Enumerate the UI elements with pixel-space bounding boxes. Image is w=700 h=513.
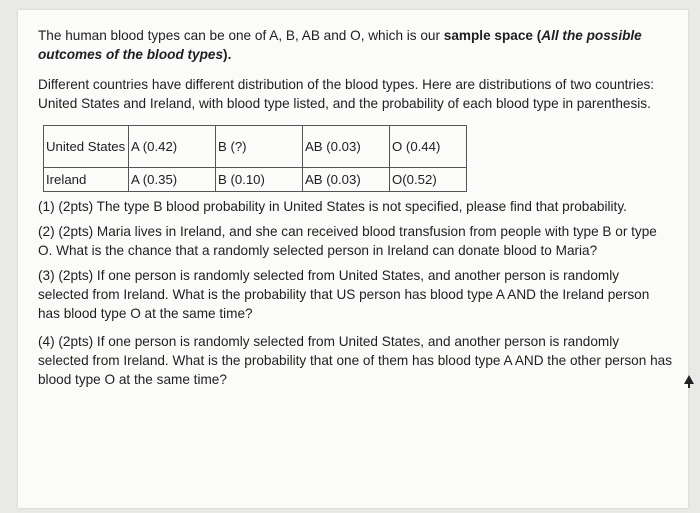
- type-a-cell: A (0.42): [129, 126, 216, 168]
- question-2: (2) (2pts) Maria lives in Ireland, and she can received blood transfusion from people with type B or type O. What is the chance that a randomly selected person in Ireland can donate blood to Maria?: [38, 224, 657, 258]
- question-3: (3) (2pts) If one person is randomly selected from United States, and another person is randomly selected from Ireland. What is the probability that US person has blood type A AND the Ireland person has blood type O at the same time?: [38, 268, 650, 321]
- type-b-cell: B (0.10): [216, 168, 303, 192]
- paren-open: (: [532, 28, 542, 43]
- distribution-paragraph: Different countries have different distribution of the blood types. Here are distributions of two countries: United States and Ireland, with blood type listed, and the probability of each blood type in parenthesis.: [38, 77, 655, 111]
- table-row: [44, 168, 467, 192]
- sample-space-term: sample space: [443, 28, 533, 43]
- question-1: (1) (2pts) The type B blood probability in United States is not specified, please find that probability.: [38, 199, 627, 214]
- table-row: [44, 126, 467, 168]
- type-ab-cell: AB (0.03): [303, 168, 390, 192]
- country-cell: United States: [44, 126, 129, 168]
- sample-space-definition: All the possible outcomes of the blood types: [38, 28, 642, 62]
- type-a-cell: A (0.35): [129, 168, 216, 192]
- country-cell: Ireland: [44, 168, 129, 192]
- blood-type-table: [43, 125, 467, 192]
- type-ab-cell: AB (0.03): [303, 126, 390, 168]
- intro-text: The human blood types can be one of A, B, AB and O, which is our: [38, 28, 444, 43]
- document-content: [38, 26, 672, 389]
- type-o-cell: O (0.44): [390, 126, 467, 168]
- question-4: (4) (2pts) If one person is randomly selected from United States, and another person is randomly selected from Ireland. What is the probability that one of them has blood type A AND the other person has blood type O at the same time?: [38, 334, 672, 387]
- type-o-cell: O(0.52): [390, 168, 467, 192]
- intro-paragraph: [38, 26, 672, 64]
- type-b-cell: B (?): [216, 126, 303, 168]
- document-page: [18, 10, 688, 508]
- paren-close: ).: [223, 47, 232, 62]
- mouse-cursor-icon: [684, 375, 694, 384]
